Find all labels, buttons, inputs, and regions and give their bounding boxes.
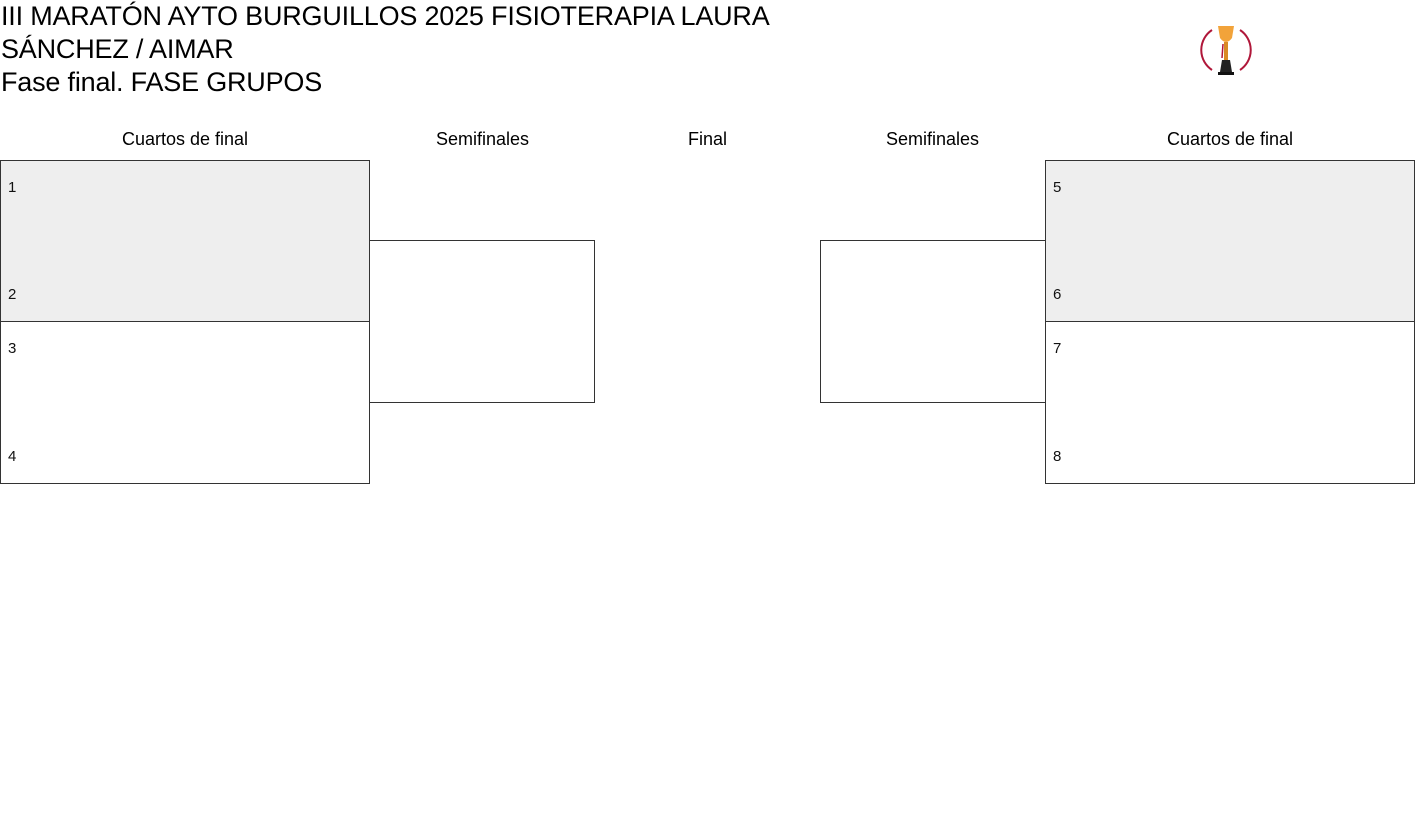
page-title	[1, 0, 821, 99]
header-right-semis: Semifinales	[885, 129, 980, 149]
seed-5: 5	[1053, 179, 1062, 196]
match-left-semifinal[interactable]	[369, 240, 595, 403]
match-left-quarter-1[interactable]	[0, 160, 370, 322]
header-left-quarters: Cuartos de final	[121, 129, 249, 149]
match-right-quarter-1[interactable]	[1045, 160, 1415, 322]
seed-2: 2	[8, 286, 17, 303]
seed-7: 7	[1053, 340, 1062, 357]
seed-4: 4	[8, 448, 17, 465]
header-right-quarters: Cuartos de final	[1166, 129, 1294, 149]
match-right-semifinal[interactable]	[820, 240, 1046, 403]
subtitle: Fase final. FASE GRUPOS	[1, 67, 323, 97]
match-left-quarter-2[interactable]	[0, 321, 370, 484]
seed-6: 6	[1053, 286, 1062, 303]
match-right-quarter-2[interactable]	[1045, 321, 1415, 484]
title-line-1: III MARATÓN AYTO BURGUILLOS 2025 FISIOTERAPIA LAURA	[1, 1, 770, 31]
seed-8: 8	[1053, 448, 1062, 465]
header-final: Final	[687, 129, 727, 149]
header-left-semis: Semifinales	[435, 129, 530, 149]
title-line-2: SÁNCHEZ / AIMAR	[1, 34, 234, 64]
trophy-logo-icon	[1198, 22, 1254, 78]
seed-1: 1	[8, 179, 17, 196]
seed-3: 3	[8, 340, 17, 357]
